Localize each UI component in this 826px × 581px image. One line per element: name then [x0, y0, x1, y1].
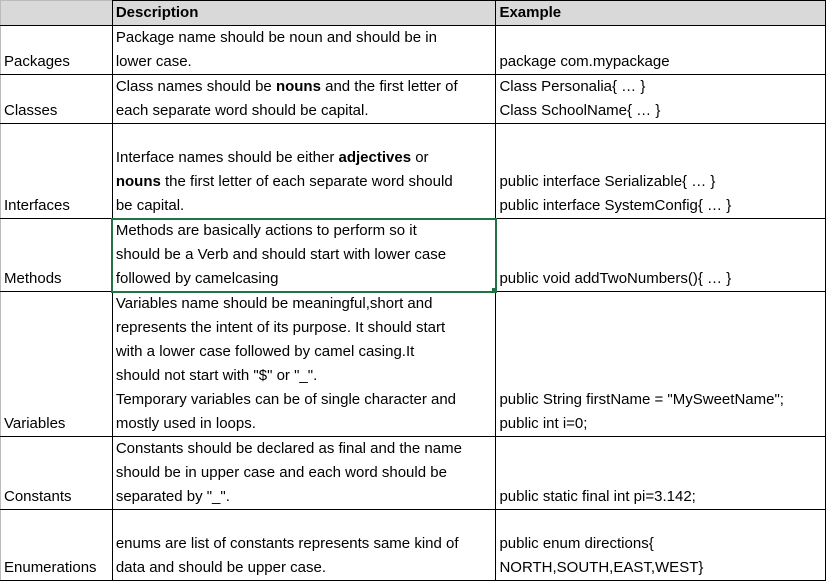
text: mostly used in loops.: [115, 415, 256, 432]
description-line: [116, 292, 493, 316]
text: should be in upper case and each word should be: [115, 464, 447, 481]
name-cell[interactable]: Enumerations: [1, 510, 113, 581]
example-line: Class SchoolName{ … }: [499, 102, 661, 119]
description-line: [116, 146, 493, 170]
text: the first letter of each separate word should: [160, 173, 453, 190]
example-cell[interactable]: [496, 510, 826, 581]
text: separated by "_".: [115, 488, 230, 505]
example-line: package com.mypackage: [499, 53, 670, 70]
description-line: [116, 194, 493, 218]
example-cell[interactable]: [496, 219, 826, 292]
example-line: Class Personalia{ … }: [499, 78, 646, 95]
table-row: [1, 292, 826, 437]
text: lower case.: [115, 53, 192, 70]
example-cell[interactable]: [496, 437, 826, 510]
name-cell[interactable]: Constants: [1, 437, 113, 510]
text: should be a Verb and should start with lower case: [115, 246, 447, 263]
description-line: [116, 267, 493, 291]
example-line: public String firstName = "MySweetName";: [499, 391, 784, 408]
bold-text: adjectives: [338, 149, 412, 166]
description-cell[interactable]: [112, 75, 496, 124]
example-line: public interface Serializable{ … }: [499, 173, 716, 190]
description-cell[interactable]: [112, 124, 496, 219]
description-cell[interactable]: [112, 437, 496, 510]
description-line: [116, 99, 493, 123]
description-line: [116, 219, 493, 243]
description-line: [116, 364, 493, 388]
text: Methods are basically actions to perform so it: [115, 222, 417, 239]
text: be capital.: [115, 197, 185, 214]
example-cell[interactable]: [496, 292, 826, 437]
description-line: [116, 50, 493, 74]
description-line: [116, 316, 493, 340]
description-line: [116, 461, 493, 485]
text: should not start with "$" or "_".: [115, 367, 318, 384]
table-row: [1, 75, 826, 124]
text: and the first letter of: [320, 78, 458, 95]
example-line: public enum directions{: [499, 535, 654, 552]
description-cell[interactable]: [112, 219, 496, 292]
example-cell[interactable]: [496, 75, 826, 124]
name-cell[interactable]: Methods: [1, 219, 113, 292]
text: represents the intent of its purpose. It should start: [115, 319, 446, 336]
text: Package name should be noun and should be in: [115, 29, 437, 46]
name-cell[interactable]: Interfaces: [1, 124, 113, 219]
description-line: [116, 243, 493, 267]
text: data and should be upper case.: [115, 559, 327, 576]
text: or: [411, 149, 429, 166]
name-cell[interactable]: Classes: [1, 75, 113, 124]
header-cell-description[interactable]: Description: [112, 1, 496, 26]
example-line: public int i=0;: [499, 415, 588, 432]
table-row: [1, 437, 826, 510]
text: Constants should be declared as final and the name: [115, 440, 462, 457]
description-cell[interactable]: [112, 510, 496, 581]
text: Temporary variables can be of single character and: [115, 391, 457, 408]
bold-text: nouns: [275, 78, 321, 95]
text: Interface names should be either: [115, 149, 339, 166]
example-line: public static final int pi=3.142;: [499, 488, 696, 505]
description-cell[interactable]: [112, 26, 496, 75]
example-line: public interface SystemConfig{ … }: [499, 197, 732, 214]
bold-text: nouns: [115, 173, 161, 190]
example-cell[interactable]: [496, 26, 826, 75]
description-line: [116, 388, 493, 412]
description-line: [116, 532, 493, 556]
header-row: [1, 1, 826, 26]
table-row: [1, 219, 826, 292]
example-line: NORTH,SOUTH,EAST,WEST}: [499, 559, 704, 576]
description-line: [116, 412, 493, 436]
header-cell-example[interactable]: Example: [496, 1, 826, 26]
text: Variables name should be meaningful,short and: [115, 295, 433, 312]
description-line: [116, 75, 493, 99]
text: each separate word should be capital.: [115, 102, 369, 119]
text: with a lower case followed by camel casing.It: [115, 343, 415, 360]
description-cell[interactable]: [112, 292, 496, 437]
text: Class names should be: [115, 78, 276, 95]
description-line: [116, 437, 493, 461]
example-cell[interactable]: [496, 124, 826, 219]
description-line: [116, 170, 493, 194]
table-row: [1, 124, 826, 219]
description-line: [116, 340, 493, 364]
description-line: [116, 556, 493, 580]
name-cell[interactable]: Variables: [1, 292, 113, 437]
table-row: [1, 510, 826, 581]
header-cell-name[interactable]: [1, 1, 113, 26]
text: followed by camelcasing: [115, 270, 279, 287]
text: enums are list of constants represents same kind of: [115, 535, 459, 552]
example-line: public void addTwoNumbers(){ … }: [499, 270, 732, 287]
name-cell[interactable]: Packages: [1, 26, 113, 75]
description-line: [116, 26, 493, 50]
description-line: [116, 485, 493, 509]
table-row: [1, 26, 826, 75]
